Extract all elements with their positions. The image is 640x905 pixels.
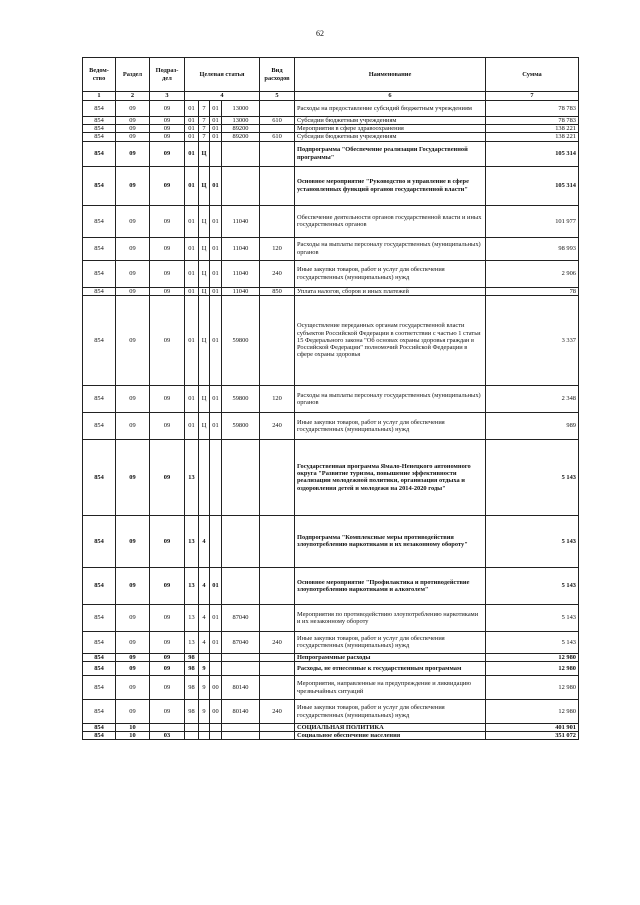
page-number: 62: [316, 29, 324, 38]
event-code: [210, 653, 222, 661]
program-code: 01: [185, 166, 199, 205]
event-code: 01: [210, 117, 222, 125]
event-code: [210, 662, 222, 676]
subsection-code: 09: [150, 653, 185, 661]
item-amount: 78: [486, 287, 579, 295]
direction-code: [222, 724, 260, 732]
direction-code: 59800: [222, 385, 260, 412]
event-code: 00: [210, 700, 222, 724]
subsection-code: 09: [150, 631, 185, 653]
item-amount: 78 783: [486, 101, 579, 117]
section-code: 09: [116, 133, 150, 141]
section-code: 09: [116, 117, 150, 125]
table-row: [83, 732, 579, 740]
budget-table: [82, 57, 579, 740]
item-name: Государственная программа Ямало-Ненецкого автономного округа "Развитие туризма, повышение эффективности реализации молодежной политики, организация отдыха и оздоровления детей и молодежи на 2014-2020 годы": [295, 439, 486, 515]
program-code: 01: [185, 385, 199, 412]
section-code: 09: [116, 567, 150, 604]
program-code: 01: [185, 101, 199, 117]
item-amount: 5 143: [486, 631, 579, 653]
program-code: 13: [185, 439, 199, 515]
item-amount: 2 906: [486, 260, 579, 287]
program-code: 01: [185, 133, 199, 141]
table-row: [83, 412, 579, 439]
subsection-code: 09: [150, 385, 185, 412]
event-code: 01: [210, 133, 222, 141]
ministry-code: 854: [83, 700, 116, 724]
direction-code: [222, 141, 260, 166]
subprogram-code: Ц: [199, 260, 210, 287]
event-code: [210, 141, 222, 166]
expense-type-code: [260, 732, 295, 740]
section-code: 09: [116, 653, 150, 661]
table-row: [83, 567, 579, 604]
item-amount: 12 980: [486, 653, 579, 661]
expense-type-code: 610: [260, 133, 295, 141]
header-index-row: [83, 92, 579, 101]
ministry-code: 854: [83, 125, 116, 133]
header-section: Раздел: [116, 58, 150, 92]
subsection-code: 09: [150, 662, 185, 676]
ministry-code: 854: [83, 133, 116, 141]
subsection-code: [150, 724, 185, 732]
event-code: 01: [210, 385, 222, 412]
subprogram-code: Ц: [199, 385, 210, 412]
ministry-code: 854: [83, 287, 116, 295]
event-code: 01: [210, 287, 222, 295]
expense-type-code: [260, 141, 295, 166]
section-code: 09: [116, 141, 150, 166]
header-index: 5: [260, 92, 295, 101]
program-code: 98: [185, 700, 199, 724]
item-name: Расходы на выплаты персоналу государственных (муниципальных) органов: [295, 237, 486, 260]
subsection-code: 09: [150, 125, 185, 133]
ministry-code: 854: [83, 260, 116, 287]
table-row: [83, 101, 579, 117]
subprogram-code: 7: [199, 133, 210, 141]
subprogram-code: Ц: [199, 205, 210, 237]
program-code: 01: [185, 412, 199, 439]
program-code: 13: [185, 631, 199, 653]
section-code: 09: [116, 439, 150, 515]
table-row: [83, 141, 579, 166]
item-amount: 5 143: [486, 604, 579, 631]
item-amount: 105 314: [486, 166, 579, 205]
ministry-code: 854: [83, 732, 116, 740]
item-amount: 12 980: [486, 676, 579, 700]
ministry-code: 854: [83, 117, 116, 125]
table-row: [83, 260, 579, 287]
table-row: [83, 117, 579, 125]
direction-code: [222, 567, 260, 604]
subsection-code: 09: [150, 166, 185, 205]
expense-type-code: [260, 653, 295, 661]
subprogram-code: Ц: [199, 141, 210, 166]
direction-code: 87040: [222, 604, 260, 631]
event-code: 01: [210, 567, 222, 604]
expense-type-code: [260, 166, 295, 205]
header-row: [83, 58, 579, 92]
direction-code: 13000: [222, 101, 260, 117]
table-row: [83, 662, 579, 676]
subprogram-code: 7: [199, 101, 210, 117]
header-index: 3: [150, 92, 185, 101]
subprogram-code: [199, 724, 210, 732]
header-index: 2: [116, 92, 150, 101]
expense-type-code: 120: [260, 385, 295, 412]
item-name: Уплата налогов, сборов и иных платежей: [295, 287, 486, 295]
subprogram-code: [199, 653, 210, 661]
item-amount: 5 143: [486, 515, 579, 567]
header-target-article: Целевая статья: [185, 58, 260, 92]
ministry-code: 854: [83, 653, 116, 661]
item-amount: 138 221: [486, 133, 579, 141]
program-code: 01: [185, 237, 199, 260]
subsection-code: 09: [150, 439, 185, 515]
item-name: Основное мероприятие "Профилактика и противодействие злоупотреблению наркотиками и алкоголем": [295, 567, 486, 604]
item-amount: 5 143: [486, 567, 579, 604]
event-code: [210, 732, 222, 740]
direction-code: 59800: [222, 295, 260, 385]
direction-code: [222, 515, 260, 567]
item-name: Иные закупки товаров, работ и услуг для обеспечения государственных (муниципальных) нужд: [295, 700, 486, 724]
event-code: 01: [210, 631, 222, 653]
direction-code: 89200: [222, 133, 260, 141]
direction-code: [222, 732, 260, 740]
subprogram-code: Ц: [199, 166, 210, 205]
table-row: [83, 604, 579, 631]
event-code: 01: [210, 205, 222, 237]
subprogram-code: 7: [199, 125, 210, 133]
item-amount: 101 977: [486, 205, 579, 237]
table-row: [83, 439, 579, 515]
table-row: [83, 205, 579, 237]
item-name: Непрограммные расходы: [295, 653, 486, 661]
item-name: Субсидии бюджетным учреждениям: [295, 117, 486, 125]
ministry-code: 854: [83, 662, 116, 676]
subsection-code: 09: [150, 676, 185, 700]
event-code: 01: [210, 166, 222, 205]
subsection-code: 09: [150, 295, 185, 385]
table-row: [83, 676, 579, 700]
table-row: [83, 653, 579, 661]
expense-type-code: [260, 724, 295, 732]
program-code: 13: [185, 567, 199, 604]
ministry-code: 854: [83, 237, 116, 260]
ministry-code: 854: [83, 412, 116, 439]
event-code: 01: [210, 412, 222, 439]
subsection-code: 09: [150, 205, 185, 237]
item-name: Подпрограмма "Комплексные меры противодействия злоупотреблению наркотиками и их незаконному обороту": [295, 515, 486, 567]
section-code: 09: [116, 101, 150, 117]
program-code: [185, 724, 199, 732]
subsection-code: 09: [150, 567, 185, 604]
table-row: [83, 631, 579, 653]
ministry-code: 854: [83, 166, 116, 205]
subsection-code: 09: [150, 700, 185, 724]
expense-type-code: [260, 662, 295, 676]
subprogram-code: 4: [199, 604, 210, 631]
header-index: 7: [486, 92, 579, 101]
subsection-code: 09: [150, 260, 185, 287]
expense-type-code: 850: [260, 287, 295, 295]
direction-code: 87040: [222, 631, 260, 653]
section-code: 09: [116, 676, 150, 700]
subsection-code: 09: [150, 141, 185, 166]
expense-type-code: [260, 101, 295, 117]
item-amount: 98 993: [486, 237, 579, 260]
event-code: [210, 724, 222, 732]
expense-type-code: [260, 439, 295, 515]
header-name: Наименование: [295, 58, 486, 92]
program-code: 01: [185, 205, 199, 237]
direction-code: 80140: [222, 676, 260, 700]
expense-type-code: 240: [260, 631, 295, 653]
ministry-code: 854: [83, 515, 116, 567]
item-amount: 138 221: [486, 125, 579, 133]
ministry-code: 854: [83, 141, 116, 166]
program-code: 01: [185, 295, 199, 385]
event-code: 01: [210, 260, 222, 287]
ministry-code: 854: [83, 676, 116, 700]
ministry-code: 854: [83, 567, 116, 604]
ministry-code: 854: [83, 295, 116, 385]
section-code: 09: [116, 287, 150, 295]
section-code: 09: [116, 515, 150, 567]
subsection-code: 09: [150, 604, 185, 631]
header-index: 6: [295, 92, 486, 101]
subsection-code: 09: [150, 133, 185, 141]
section-code: 09: [116, 205, 150, 237]
program-code: 01: [185, 141, 199, 166]
header-index: 4: [185, 92, 260, 101]
subsection-code: 09: [150, 412, 185, 439]
subsection-code: 09: [150, 237, 185, 260]
expense-type-code: 610: [260, 117, 295, 125]
program-code: 01: [185, 260, 199, 287]
section-code: 09: [116, 166, 150, 205]
direction-code: [222, 653, 260, 661]
program-code: 98: [185, 676, 199, 700]
table-row: [83, 125, 579, 133]
event-code: 01: [210, 237, 222, 260]
subprogram-code: 4: [199, 515, 210, 567]
direction-code: 11040: [222, 205, 260, 237]
header-expense-type: Вид расходов: [260, 58, 295, 92]
section-code: 10: [116, 732, 150, 740]
section-code: 09: [116, 631, 150, 653]
header-ministry: Ведом-ство: [83, 58, 116, 92]
item-name: Иные закупки товаров, работ и услуг для обеспечения государственных (муниципальных) нужд: [295, 412, 486, 439]
event-code: [210, 515, 222, 567]
expense-type-code: [260, 567, 295, 604]
expense-type-code: [260, 676, 295, 700]
item-name: СОЦИАЛЬНАЯ ПОЛИТИКА: [295, 724, 486, 732]
subprogram-code: Ц: [199, 287, 210, 295]
subprogram-code: Ц: [199, 295, 210, 385]
table-row: [83, 133, 579, 141]
section-code: 10: [116, 724, 150, 732]
item-name: Расходы на предоставление субсидий бюджетным учреждениям: [295, 101, 486, 117]
direction-code: 80140: [222, 700, 260, 724]
item-name: Субсидии бюджетным учреждениям: [295, 133, 486, 141]
subsection-code: 09: [150, 515, 185, 567]
section-code: 09: [116, 700, 150, 724]
item-amount: 989: [486, 412, 579, 439]
expense-type-code: 240: [260, 260, 295, 287]
table-row: [83, 700, 579, 724]
item-name: Иные закупки товаров, работ и услуг для обеспечения государственных (муниципальных) нужд: [295, 260, 486, 287]
expense-type-code: [260, 515, 295, 567]
ministry-code: 854: [83, 724, 116, 732]
expense-type-code: [260, 205, 295, 237]
expense-type-code: 240: [260, 412, 295, 439]
subprogram-code: [199, 732, 210, 740]
event-code: [210, 439, 222, 515]
section-code: 09: [116, 237, 150, 260]
item-name: Расходы на выплаты персоналу государственных (муниципальных) органов: [295, 385, 486, 412]
direction-code: [222, 662, 260, 676]
program-code: 98: [185, 653, 199, 661]
subprogram-code: 4: [199, 631, 210, 653]
table-row: [83, 385, 579, 412]
expense-type-code: [260, 604, 295, 631]
item-name: Мероприятия, направленные на предупреждение и ликвидацию чрезвычайных ситуаций: [295, 676, 486, 700]
event-code: 01: [210, 125, 222, 133]
ministry-code: 854: [83, 604, 116, 631]
subprogram-code: 9: [199, 662, 210, 676]
subsection-code: 09: [150, 117, 185, 125]
direction-code: 11040: [222, 260, 260, 287]
header-subsection: Подраз-дел: [150, 58, 185, 92]
section-code: 09: [116, 604, 150, 631]
item-amount: 401 901: [486, 724, 579, 732]
table-body: [83, 101, 579, 740]
program-code: 13: [185, 515, 199, 567]
direction-code: 11040: [222, 287, 260, 295]
direction-code: 11040: [222, 237, 260, 260]
program-code: 98: [185, 662, 199, 676]
expense-type-code: 240: [260, 700, 295, 724]
item-name: Мероприятия по противодействию злоупотреблению наркотиками и их незаконному обороту: [295, 604, 486, 631]
item-name: Расходы, не отнесенные к государственным программам: [295, 662, 486, 676]
subprogram-code: Ц: [199, 237, 210, 260]
subsection-code: 09: [150, 101, 185, 117]
expense-type-code: [260, 295, 295, 385]
item-amount: 5 143: [486, 439, 579, 515]
section-code: 09: [116, 412, 150, 439]
program-code: [185, 732, 199, 740]
section-code: 09: [116, 260, 150, 287]
item-name: Мероприятия в сфере здравоохранения: [295, 125, 486, 133]
expense-type-code: [260, 125, 295, 133]
table-row: [83, 724, 579, 732]
item-amount: 78 783: [486, 117, 579, 125]
table-row: [83, 166, 579, 205]
table-row: [83, 295, 579, 385]
event-code: 01: [210, 101, 222, 117]
subprogram-code: 9: [199, 676, 210, 700]
item-amount: 12 980: [486, 662, 579, 676]
direction-code: [222, 166, 260, 205]
item-amount: 12 980: [486, 700, 579, 724]
section-code: 09: [116, 385, 150, 412]
subprogram-code: 9: [199, 700, 210, 724]
table-row: [83, 237, 579, 260]
ministry-code: 854: [83, 101, 116, 117]
ministry-code: 854: [83, 631, 116, 653]
table-row: [83, 287, 579, 295]
header-index: 1: [83, 92, 116, 101]
subprogram-code: 7: [199, 117, 210, 125]
event-code: 00: [210, 676, 222, 700]
section-code: 09: [116, 295, 150, 385]
subprogram-code: Ц: [199, 412, 210, 439]
subsection-code: 03: [150, 732, 185, 740]
program-code: 01: [185, 125, 199, 133]
item-amount: 105 314: [486, 141, 579, 166]
item-name: Подпрограмма "Обеспечение реализации Государственной программы": [295, 141, 486, 166]
table-row: [83, 515, 579, 567]
program-code: 01: [185, 117, 199, 125]
item-name: Основное мероприятие "Руководство и управление в сфере установленных функций органов государственной власти": [295, 166, 486, 205]
item-name: Иные закупки товаров, работ и услуг для обеспечения государственных (муниципальных) нужд: [295, 631, 486, 653]
item-name: Социальное обеспечение населения: [295, 732, 486, 740]
item-name: Обеспечение деятельности органов государственной власти и иных государственных органов: [295, 205, 486, 237]
section-code: 09: [116, 662, 150, 676]
item-amount: 351 072: [486, 732, 579, 740]
event-code: 01: [210, 604, 222, 631]
subprogram-code: [199, 439, 210, 515]
direction-code: [222, 439, 260, 515]
direction-code: 89200: [222, 125, 260, 133]
header-amount: Сумма: [486, 58, 579, 92]
event-code: 01: [210, 295, 222, 385]
subprogram-code: 4: [199, 567, 210, 604]
section-code: 09: [116, 125, 150, 133]
ministry-code: 854: [83, 205, 116, 237]
item-amount: 3 337: [486, 295, 579, 385]
ministry-code: 854: [83, 439, 116, 515]
program-code: 01: [185, 287, 199, 295]
subsection-code: 09: [150, 287, 185, 295]
expense-type-code: 120: [260, 237, 295, 260]
direction-code: 59800: [222, 412, 260, 439]
item-amount: 2 348: [486, 385, 579, 412]
direction-code: 13000: [222, 117, 260, 125]
item-name: Осуществление переданных органам государственной власти субъектов Российской Федерации в соответствии с частью 1 статьи 15 Федерального закона "Об основах охраны здоровья граждан в Российской Федерации" полномочий Российской Федерации в сфере охраны здоровья: [295, 295, 486, 385]
ministry-code: 854: [83, 385, 116, 412]
program-code: 13: [185, 604, 199, 631]
